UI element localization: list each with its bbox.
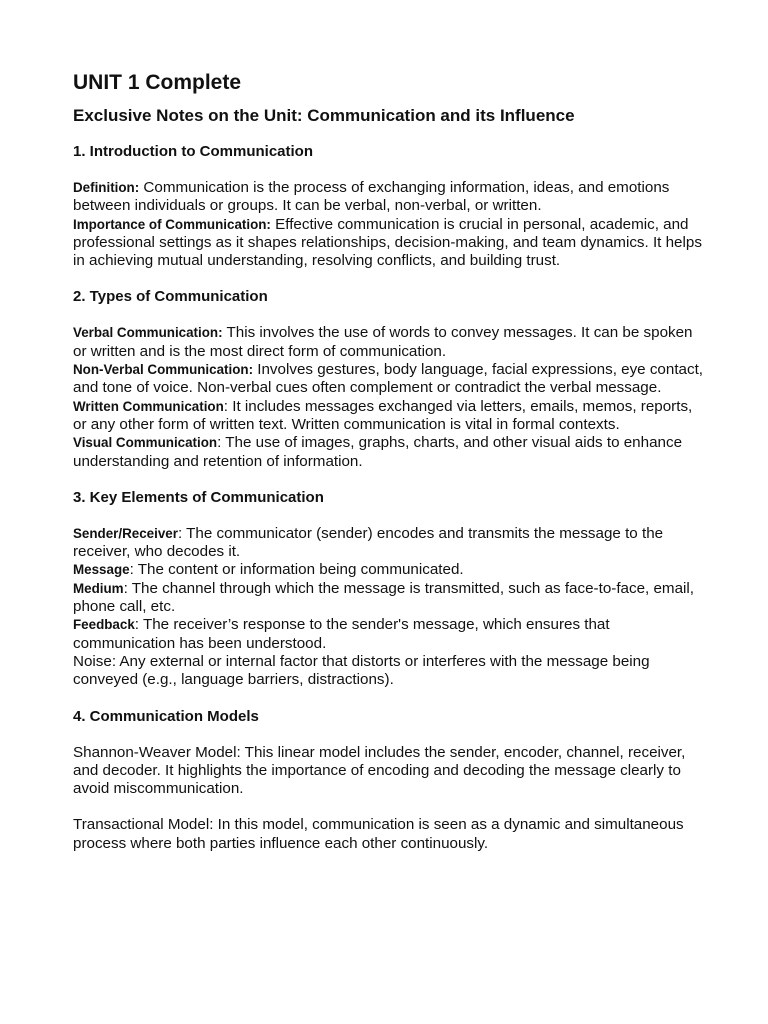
term-label: Definition:	[73, 180, 140, 195]
term-text: : The receiver’s response to the sender's message, which ensures that communication has been understood.	[73, 616, 610, 652]
section-heading: 2. Types of Communication	[73, 288, 268, 306]
term-label: Feedback	[73, 617, 135, 633]
term-label: Importance of Communication:	[73, 216, 271, 232]
term-label: Visual Communication	[73, 435, 218, 451]
term-text: This involves the use of words to convey messages. It can be spoken or written and is the most direct form of communication.	[73, 324, 693, 360]
section-models	[73, 707, 708, 853]
term-label: Sender/Receiver	[73, 525, 178, 541]
section-heading: 3. Key Elements of Communication	[73, 488, 324, 506]
term-text: Effective communication is crucial in personal, academic, and professional settings as it shapes relationships, decision-making, and team dynamics. It helps in achieving mutual understanding, resolving conflicts, and building trust.	[73, 215, 702, 270]
non-verbal-paragraph	[73, 361, 708, 398]
term-text: : The use of images, graphs, charts, and other visual aids to enhance understanding and retention of information.	[73, 434, 683, 470]
term-label: Non-Verbal Communication:	[73, 362, 254, 378]
sender-receiver-paragraph	[73, 525, 708, 562]
section-key-elements	[73, 488, 708, 690]
section-heading: 1. Introduction to Communication	[73, 143, 313, 160]
written-paragraph	[73, 398, 708, 435]
medium-paragraph	[73, 580, 708, 617]
noise-paragraph	[73, 653, 708, 690]
feedback-paragraph	[73, 616, 708, 653]
term-label: Written Communication	[73, 398, 224, 414]
document-title: UNIT 1 Complete	[73, 71, 242, 94]
section-items	[73, 324, 708, 470]
section-items	[73, 525, 708, 690]
document-subtitle: Exclusive Notes on the Unit: Communication and its Influence	[73, 106, 575, 125]
term-text: : The channel through which the message is transmitted, such as face-to-face, email, phone call, etc.	[73, 579, 694, 616]
section-items	[73, 744, 708, 853]
term-label: Medium	[73, 580, 124, 596]
message-paragraph	[73, 561, 708, 579]
term-text: : The communicator (sender) encodes and transmits the message to the receiver, who decodes it.	[73, 524, 664, 561]
section-types	[73, 287, 708, 470]
section-heading: 4. Communication Models	[73, 707, 259, 725]
transactional-paragraph: Transactional Model: In this model, communication is seen as a dynamic and simultaneous process where both parties influence each other continuously.	[73, 816, 684, 852]
term-text: Noise: Any external or internal factor that distorts or interferes with the message being conveyed (e.g., language barriers, distractions).	[73, 652, 650, 689]
shannon-weaver-paragraph: Shannon-Weaver Model: This linear model includes the sender, encoder, channel, receiver, and decoder. It highlights the importance of encoding and decoding the message clearly to avoid miscommunication.	[73, 743, 686, 798]
importance-paragraph	[73, 216, 708, 271]
term-label: Verbal Communication:	[73, 325, 223, 341]
term-label: Message	[73, 562, 130, 578]
term-text: : It includes messages exchanged via letters, emails, memos, reports, or any other form of written text. Written communication is vital in formal contexts.	[73, 397, 693, 433]
term-text: : The content or information being communicated.	[129, 561, 464, 579]
term-text: Involves gestures, body language, facial expressions, eye contact, and tone of voice. Non-verbal cues often complement or contradict the verbal message.	[73, 361, 704, 397]
visual-paragraph	[73, 434, 708, 471]
definition-paragraph	[73, 179, 708, 216]
section-items	[73, 179, 708, 270]
term-text: Communication is the process of exchanging information, ideas, and emotions between individuals or groups. It can be verbal, non-verbal, or written.	[73, 179, 670, 215]
verbal-paragraph	[73, 324, 708, 361]
section-introduction	[73, 142, 708, 270]
